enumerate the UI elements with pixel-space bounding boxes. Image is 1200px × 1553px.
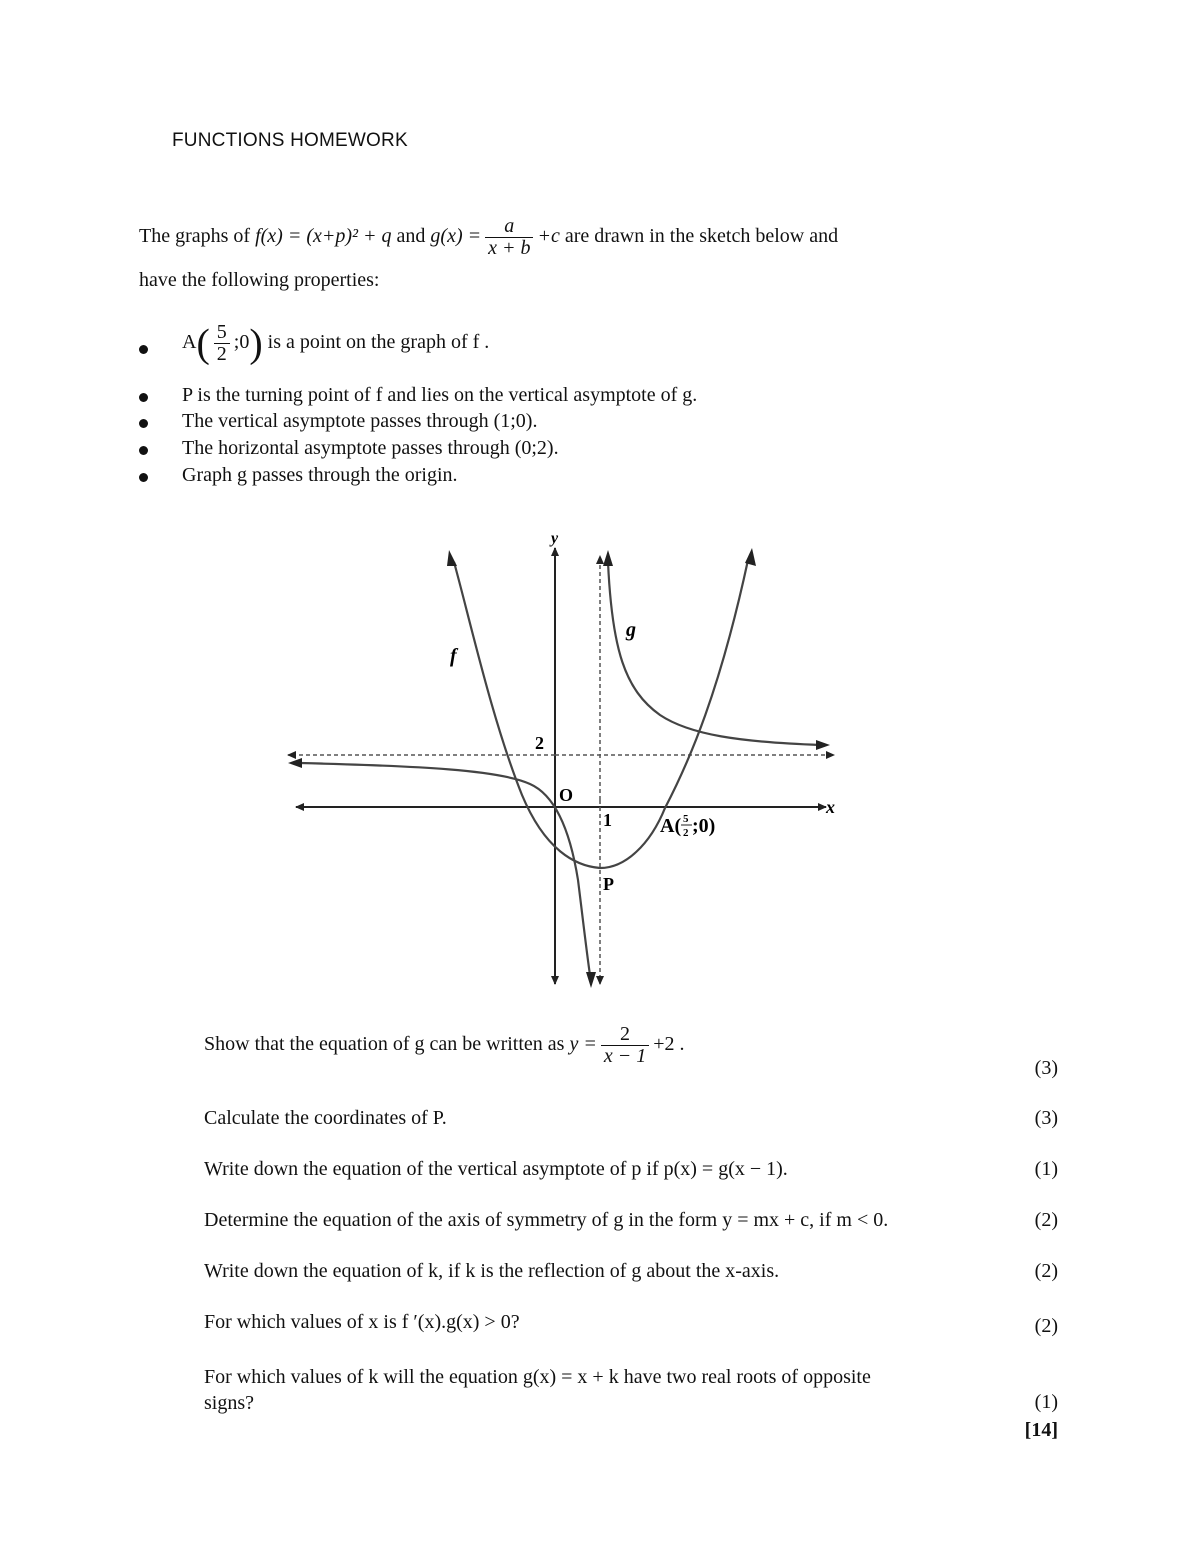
point-a-description: is a point on the graph of f . (267, 331, 490, 354)
bullet-turning-point: P is the turning point of f and lies on the vertical asymptote of g. (182, 384, 698, 406)
graph-g-arrow-up (603, 550, 613, 566)
intro-text-end: are drawn in the sketch below and (564, 225, 839, 248)
question-7-marks: (1) (1034, 1391, 1058, 1413)
point-a-graph-num: 5 (683, 813, 689, 825)
open-paren: ( (196, 320, 210, 366)
label-one: 1 (603, 810, 612, 830)
turning-point-label: P (603, 874, 614, 894)
graph-g-arrow-right (816, 740, 830, 750)
question-7-line-2: signs? (204, 1392, 254, 1414)
question-3-marks: (1) (1034, 1158, 1058, 1180)
question-4-marks: (2) (1034, 1209, 1058, 1231)
question-1-fraction (601, 1024, 649, 1067)
question-1-marks: (3) (1034, 1057, 1058, 1079)
question-7-line-1: For which values of k will the equation g(x) = x + k have two real roots of opposite (204, 1366, 871, 1388)
question-6: For which values of x is f ′(x).g(x) > 0? (204, 1311, 520, 1333)
f-definition: f(x) = (x+p)² + q (255, 225, 392, 248)
question-2: Calculate the coordinates of P. (204, 1107, 447, 1129)
close-paren: ) (249, 320, 263, 366)
bullet-vertical-asymptote: The vertical asymptote passes through (1;0). (182, 410, 538, 432)
graph-g-right-branch (608, 562, 820, 745)
intro-and: and (396, 225, 426, 248)
question-1 (204, 1024, 685, 1067)
intro-line-2: have the following properties: (139, 269, 380, 291)
graph-g-arrow-left (288, 758, 302, 768)
g-tail: +c (537, 225, 560, 248)
y-axis-label: y (551, 530, 559, 547)
origin-label: O (559, 785, 574, 805)
question-6-marks: (2) (1034, 1315, 1058, 1337)
graph-g-arrow-down (586, 972, 596, 988)
point-a-graph-tail: ;0) (692, 815, 716, 837)
bullet-origin: Graph g passes through the origin. (182, 464, 458, 486)
intro-text-start: The graphs of (139, 225, 251, 248)
point-a-label: A (182, 331, 197, 354)
x-axis-label: x (826, 797, 835, 817)
fraction-denominator: 2 (216, 343, 227, 365)
point-a-graph-label: A( (660, 815, 682, 837)
graph-f-arrow-right (745, 548, 756, 566)
fraction-numerator: 5 (214, 322, 230, 344)
fraction-numerator: 2 (601, 1024, 649, 1046)
graph-g-left-branch (300, 763, 590, 975)
graph-f-arrow-left (447, 550, 457, 566)
point-a-tail: ;0 (233, 331, 250, 354)
question-1-lhs: y = (569, 1033, 597, 1056)
total-marks: [14] (1024, 1419, 1058, 1441)
label-two: 2 (535, 733, 544, 753)
f-label: f (450, 645, 457, 667)
question-1-text: Show that the equation of g can be written as (204, 1033, 565, 1056)
question-3: Write down the equation of the vertical asymptote of p if p(x) = g(x − 1). (204, 1158, 788, 1180)
question-4: Determine the equation of the axis of symmetry of g in the form y = mx + c, if m < 0. (204, 1209, 889, 1231)
point-a-graph-den: 2 (683, 827, 689, 839)
question-2-marks: (3) (1034, 1107, 1058, 1129)
question-5: Write down the equation of k, if k is the reflection of g about the x-axis. (204, 1260, 780, 1282)
question-5-marks: (2) (1034, 1260, 1058, 1282)
question-1-tail: +2 . (653, 1033, 685, 1056)
bullet-horizontal-asymptote: The horizontal asymptote passes through (0;2). (182, 437, 559, 459)
g-numerator: a (485, 216, 533, 238)
page-title: FUNCTIONS HOMEWORK (172, 130, 408, 151)
g-label: g (626, 619, 636, 641)
g-denominator: x + b (488, 237, 531, 259)
fraction-denominator: x − 1 (603, 1045, 647, 1067)
g-lhs: g(x) = (430, 225, 482, 248)
